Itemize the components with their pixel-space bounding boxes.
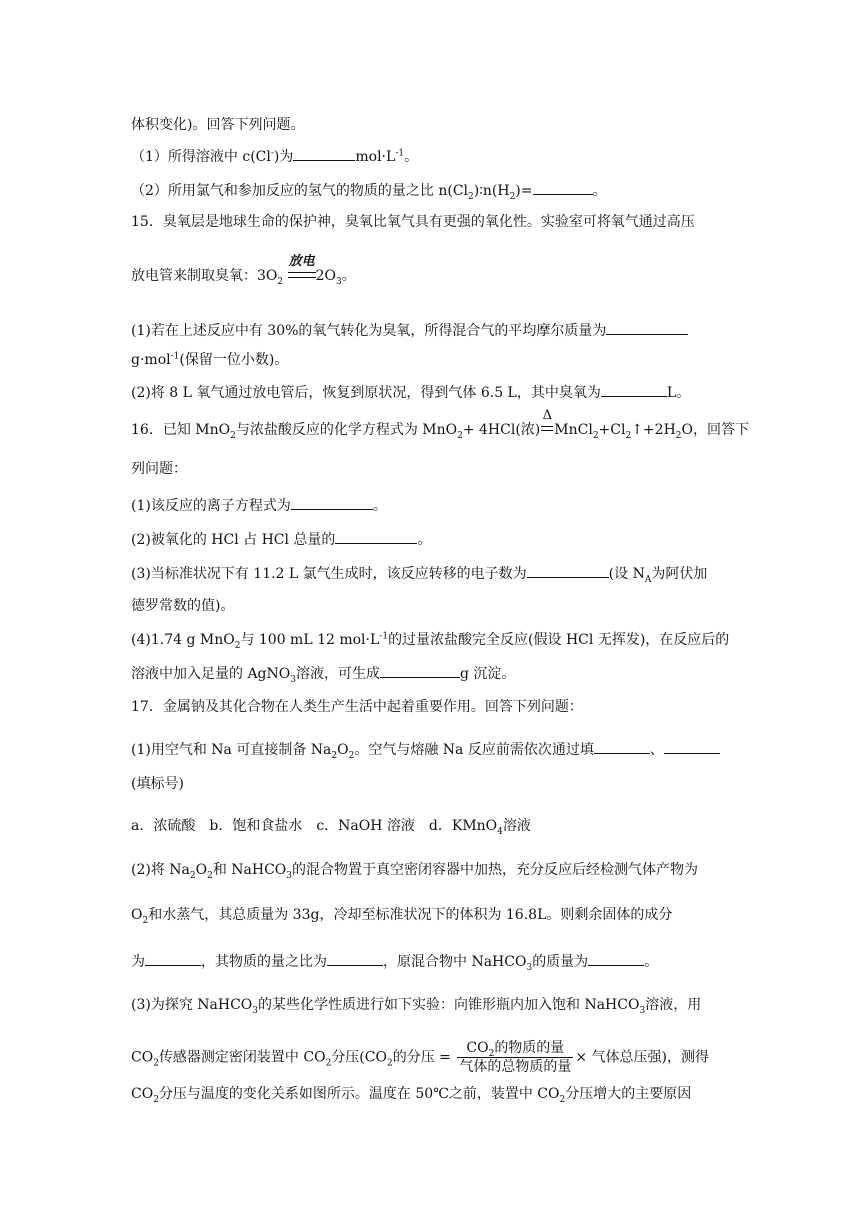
question-16-part-3-cont: 德罗常数的值)。 <box>131 598 235 614</box>
question-16-stem: 16．已知 MnO$_2$与浓盐酸反应的化学方程式为 MnO$_2$+ 4HCl(浓) Δ $MnCl_2+Cl_2↑+2H_2O$，回答下 <box>131 408 749 441</box>
question-16-stem-cont: 列问题： <box>131 461 187 477</box>
answer-blank[interactable] <box>335 529 417 544</box>
discharge-arrow: 放电 <box>288 266 316 286</box>
question-14-part-2: （2）所用氯气和参加反应的氢气的物质的量之比 $n(Cl_2)∶n(H_2)=$ 。 <box>131 180 607 201</box>
answer-blank[interactable] <box>291 495 373 510</box>
question-17-stem: 17．金属钠及其化合物在人类生产生活中起着重要作用。回答下列问题： <box>131 699 583 715</box>
answer-blank[interactable] <box>527 563 609 578</box>
question-17-part-1: (1)用空气和 Na 可直接制备 $Na_2O_2$。空气与熔融 Na 反应前需依次通过填 、 <box>131 739 720 760</box>
question-16-part-4-cont: 溶液中加入足量的 AgNO$_3$溶液，可生成 g 沉淀。 <box>131 663 515 684</box>
question-17-part-2-cont2: 为 ，其物质的量之比为 ，原混合物中 NaHCO$_3$的质量为 。 <box>131 951 658 972</box>
question-17-options: a．浓硫酸 b．饱和食盐水 c．NaOH 溶液 d．KMnO$_4$溶液 <box>131 818 531 837</box>
answer-blank[interactable] <box>601 382 667 397</box>
question-17-part-3-formula: $CO_2$传感器测定密闭装置中 $CO_2$分压($CO_2$的分压 = $\frac{CO_2的物质的量}{\text{气体的总物质的量}}$ × 气体总压强)，测得 <box>131 1040 709 1075</box>
answer-blank[interactable] <box>145 951 201 966</box>
answer-blank[interactable] <box>606 320 688 335</box>
question-17-part-3: (3)为探究 NaHCO$_3$的某些化学性质进行如下实验：向锥形瓶内加入饱和 NaHCO$_3$溶液，用 <box>131 997 702 1016</box>
question-15-part-1: (1)若在上述反应中有 30%的氧气转化为臭氧，所得混合气的平均摩尔质量为 <box>131 320 688 341</box>
question-16-part-1: (1)该反应的离子方程式为 。 <box>131 495 387 516</box>
question-16-part-2: (2)被氧化的 HCl 占 HCl 总量的 。 <box>131 529 431 550</box>
question-15-stem: 15．臭氧层是地球生命的保护神，臭氧比氧气具有更强的氧化性。实验室可将氧气通过高压 <box>131 214 695 230</box>
answer-blank[interactable] <box>594 739 650 754</box>
question-16-part-4: (4)1.74 g MnO$_2$与 100 mL 12 $mol\cdot L^{-1}$的过量浓盐酸完全反应(假设 HCl 无挥发)，在反应后的 <box>131 631 730 651</box>
question-15-equation: 放电管来制取臭氧：$3O_2$ 放电 $2O_3$。 <box>131 254 356 287</box>
answer-blank[interactable] <box>380 663 460 678</box>
question-16-part-3: (3)当标准状况下有 11.2 L 氯气生成时，该反应转移的电子数为 (设 $N_A$为阿伏加 <box>131 563 707 584</box>
text-line: 体积变化)。回答下列问题。 <box>131 117 305 133</box>
partial-pressure-fraction: $\frac{CO_2的物质的量}{\text{气体的总物质的量}}$ <box>459 1040 572 1075</box>
question-14-part-1: （1）所得溶液中 c(Cl-)为 $mol\cdot L^{-1}$。 <box>131 146 418 167</box>
answer-blank[interactable] <box>327 951 383 966</box>
answer-blank[interactable] <box>293 146 355 161</box>
question-17-part-1-cont: (填标号) <box>131 776 184 792</box>
heat-arrow: Δ <box>540 420 554 440</box>
question-15-part-2: (2)将 8 L 氧气通过放电管后，恢复到原状况，得到气体 6.5 L，其中臭氧为 L。 <box>131 382 690 403</box>
answer-blank[interactable] <box>588 951 644 966</box>
question-17-part-3-cont: $CO_2$分压与温度的变化关系如图所示。温度在 50℃之前，装置中 $CO_2$分压增大的主要原因 <box>131 1086 692 1105</box>
question-17-part-2-cont: $O_2$和水蒸气，其总质量为 33g，冷却至标准状况下的体积为 16.8L。则剩余固体的成分 <box>131 907 673 926</box>
answer-blank[interactable] <box>664 739 720 754</box>
answer-blank[interactable] <box>533 180 593 195</box>
question-15-part-1-cont: g·mol$^{-1}$(保留一位小数)。 <box>131 351 289 368</box>
question-17-part-2: (2)将 $Na_2O_2$和 NaHCO$_3$的混合物置于真空密闭容器中加热，充分反应后经检测气体产物为 <box>131 862 699 881</box>
